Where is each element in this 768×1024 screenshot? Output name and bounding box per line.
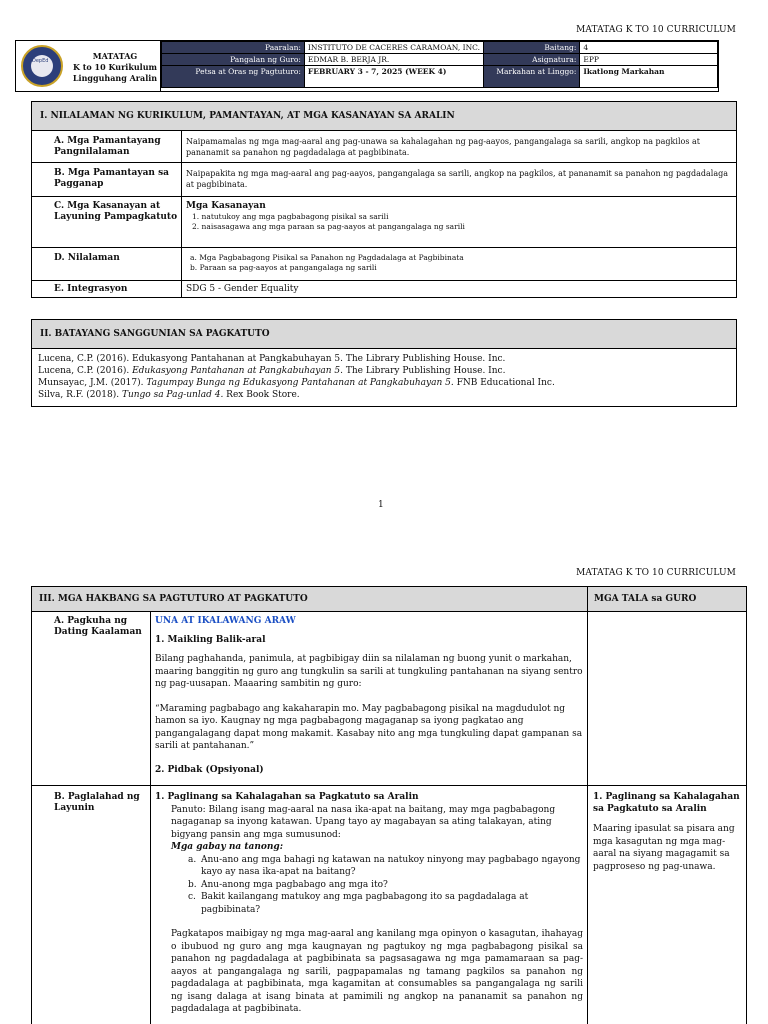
header-grid [161,41,718,88]
baitang-label: Baitang: [484,42,580,54]
row-b-text: Naipapakita ng mga mag-aaral ang pag-aayos, pangangalaga sa sarili, angkop na pagkilos, at pananamit sa panahon ng pagdadalaga at pagbibinata. [186,169,728,189]
curriculum-label: MATATAG K TO 10 CURRICULUM [576,568,736,578]
row-d-content [186,253,732,273]
reference-list [38,353,732,401]
row-c-label: C. Mga Kasanayan at Layuning Pampagkatuto [54,201,178,222]
d-item: a. Mga Pagbabagong Pisikal sa Panahon ng Pagdadalaga at Pagbibinata [190,253,464,262]
balik-aral-quote: “Maraming pagbabago ang kakaharapin mo. May pagbabagong pisikal na magdudulot ng hamon sa iyo. Kaugnay ng mga pagbabagong magaganap sa iyong pagkatao ang pangangalagang dapat mong makamit. Kasabay nito ang mga tungkuling dapat gampanan sa sarili at pantahanan.” [155,703,583,751]
lesson-header [15,40,719,92]
row-e-label: E. Integrasyon [54,284,128,294]
page-number: 1 [378,500,384,510]
balik-aral-heading: 1. Maikling Balik-aral [155,635,266,645]
gabay-heading: Mga gabay na tanong: [171,842,284,852]
section-3-title: III. MGA HAKBANG SA PAGTUTURO AT PAGKATUTO [39,594,308,604]
row-b-label: B. Mga Pamantayan sa Pagganap [54,168,169,189]
row-b-content [155,791,583,1016]
header-logo-cell [16,41,161,91]
row-e-text: SDG 5 - Gender Equality [186,284,299,294]
notes-title: MGA TALA sa GURO [594,594,697,604]
guide-question: b. Anu-anong mga pagbabago ang mga ito? [188,879,388,890]
notes-b-text: Maaring ipasulat sa pisara ang mga kasagutan ng mga mag-aaral na siyang magagamit sa pagproseso ng pag-unawa. [593,824,735,872]
deped-seal-icon: DepEd [21,45,63,87]
section-references [31,319,737,407]
balik-aral-text: Bilang paghahanda, panimula, at pagbibigay diin sa nilalaman ng buong yunit o markahan, maaring banggitin ng guro ang tungkulin sa sarili at tungkuling pantahanan na siyang sentro ng pag-uusapan. Maaaring sambitin ng guro: [155,654,583,689]
row-a-label: A. Mga Pamantayang Pangnilalaman [54,136,161,157]
guro-value: EDMAR B. BERJA JR. [304,54,483,66]
baitang-value: 4 [580,42,718,54]
section-2-title: II. BATAYANG SANGGUNIAN SA PAGKATUTO [32,320,736,349]
markahan-value: Ikatlong Markahan [580,66,718,88]
guro-label: Pangalan ng Guro: [162,54,305,66]
section-steps [31,586,747,1024]
reference-item: Munsayac, J.M. (2017). Tagumpay Bunga ng Edukasyong Pantahanan at Pangkabuhayan 5. FNB Educational Inc. [38,378,555,388]
section-1-title: I. NILALAMAN NG KURIKULUM, PAMANTAYAN, AT MGA KASANAYAN SA ARALIN [32,102,736,131]
reference-item: Silva, R.F. (2018). Tungo sa Pag-unlad 4. Rex Book Store. [38,390,300,400]
day-label: UNA AT IKALAWANG ARAW [155,616,296,626]
petsa-value: FEBRUARY 3 - 7, 2025 (WEEK 4) [304,66,483,88]
teacher-notes [593,791,743,873]
paglinang-heading: 1. Paglinang sa Kahalagahan sa Pagkatuto sa Aralin [155,792,419,802]
reference-item: Lucena, C.P. (2016). Edukasyong Pantahanan at Pangkabuhayan 5. The Library Publishing House. Inc. [38,354,506,364]
row-a-content [155,615,583,775]
petsa-label: Petsa at Oras ng Pagtuturo: [162,66,305,88]
row-a-text: Naipamamalas ng mga mag-aaral ang pag-unawa sa kahalagahan ng pag-aayos, pangangalaga sa sarili, angkop na pagkilos at pananamit sa panahon ng pagdadalaga at pagbibinata. [186,137,700,157]
guide-question: a. Anu-ano ang mga bahagi ng katawan na natukoy ninyong may pagbabago ngayong kayo ay nasa ika-apat na baitang? [188,854,581,877]
header-title: MATATAG K to 10 Kurikulum Lingguhang Aralin [72,51,158,83]
row-c-content [186,201,732,232]
c-heading: Mga Kasanayan [186,201,266,211]
reference-item: Lucena, C.P. (2016). Edukasyong Pantahanan at Pangkabuhayan 5. The Library Publishing House. Inc. [38,366,506,376]
summary-text: Pagkatapos maibigay ng mga mag-aaral ang kanilang mga opinyon o kasagutan, ihahayag o ibubuod ng guro ang mga kaugnayan ng pagtukoy ng mga pagbabagong pisikal sa panahon ng pagdadalaga at pagbibinata sa pagsasagawa ng mga pamamaraan sa pag-aayos at pangangalaga ng sarili, pagpapamalas ng tamang pagkilos sa panahon ng pagdadalaga at pagbibinata, mga kagamitan at consumables sa pangangalaga ng sarili ng isang dalaga at isang binata at pamimili ng angkop na pananamit sa panahon ng pagdadalaga at pagbibinata. [171,929,583,1014]
guide-question: c. Bakit kailangang matukoy ang mga pagbabagong ito sa pagdadalaga at pagbibinata? [188,892,529,915]
section-curriculum [31,101,737,298]
panuto-text: Panuto: Bilang isang mag-aaral na nasa ika-apat na baitang, may mga pagbabagong nagaganap sa inyong katawan. Upang tayo ay magabayan sa ating talakayan, ating bigyang pansin ang mga sumusunod: [171,804,556,840]
row-a-label: A. Pagkuha ng Dating Kaalaman [54,616,142,637]
curriculum-label: MATATAG K TO 10 CURRICULUM [576,25,736,35]
c-item: 1. natutukoy ang mga pagbabagong pisikal sa sarili [192,212,389,221]
row-b-label: B. Paglalahad ng Layunin [54,792,140,813]
asignatura-label: Asignatura: [484,54,580,66]
paaralan-value: INSTITUTO DE CACERES CARAMOAN, INC. [304,42,483,54]
d-item: b. Paraan sa pag-aayos at pangangalaga ng sarili [190,263,377,272]
markahan-label: Markahan at Linggo: [484,66,580,88]
paaralan-label: Paaralan: [162,42,305,54]
notes-b-heading: 1. Paglinang sa Kahalagahan sa Pagkatuto sa Aralin [593,792,740,814]
row-d-label: D. Nilalaman [54,253,120,263]
pidbak-heading: 2. Pidbak (Opsiyonal) [155,764,264,775]
c-item: 2. naisasagawa ang mga paraan sa pag-aayos at pangangalaga ng sarili [192,222,465,231]
asignatura-value: EPP [580,54,718,66]
